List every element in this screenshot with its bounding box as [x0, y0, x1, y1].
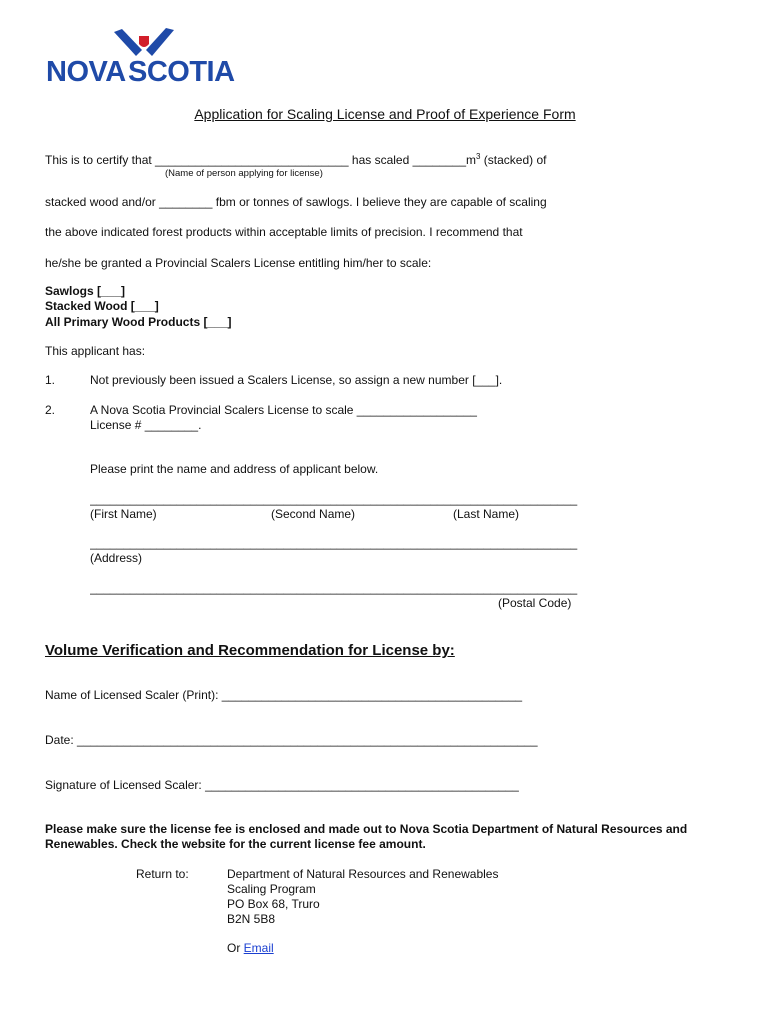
verification-heading: Volume Verification and Recommendation for License by: [45, 642, 455, 659]
signature-line: Signature of Licensed Scaler: _______________________________________________ [45, 778, 519, 792]
logo-word-scotia: SCOTIA [128, 56, 235, 88]
item-2-license: License # ________. [90, 418, 202, 432]
return-to-label: Return to: [136, 867, 189, 881]
product-all-primary: All Primary Wood Products [___] [45, 315, 232, 329]
certify-line-2: stacked wood and/or ________ fbm or tonnes of sawlogs. I believe they are capable of scaling [45, 195, 547, 209]
address-underline: _________________________________________________________________________ [90, 536, 578, 550]
item-1-number: 1. [45, 373, 56, 387]
name-hint: (Name of person applying for license) [165, 168, 323, 179]
logo-word-nova: NOVA [46, 56, 126, 88]
cubic-superscript: 3 [476, 152, 481, 161]
print-instruction: Please print the name and address of applicant below. [90, 462, 379, 476]
certify-line-1 [45, 153, 546, 167]
certify-line-1-end: (stacked) of [480, 153, 547, 167]
name-underline: _________________________________________________________________________ [90, 492, 578, 506]
return-po-box: PO Box 68, Truro [227, 897, 320, 911]
date-line: Date: _____________________________________________________________________ [45, 733, 538, 747]
item-2-number: 2. [45, 403, 56, 417]
postal-code-label: (Postal Code) [498, 596, 572, 610]
notice-line-2: Renewables. Check the website for the current license fee amount. [45, 837, 426, 851]
email-link[interactable]: Email [243, 941, 274, 955]
last-name-label: (Last Name) [453, 507, 520, 521]
nova-scotia-logo [44, 26, 256, 88]
item-2-text: A Nova Scotia Provincial Scalers License to scale __________________ [90, 403, 477, 417]
product-stacked-wood: Stacked Wood [___] [45, 299, 159, 313]
return-program: Scaling Program [227, 882, 316, 896]
return-email-line [227, 941, 274, 955]
form-title: Application for Scaling License and Proof of Experience Form [194, 106, 576, 122]
or-text: Or [227, 941, 244, 955]
product-sawlogs: Sawlogs [___] [45, 284, 126, 298]
applicant-has: This applicant has: [45, 344, 146, 358]
address-label: (Address) [90, 551, 143, 565]
certify-line-1-text: This is to certify that _____________________________ has scaled ________m [45, 153, 476, 167]
nova-scotia-flag-icon [44, 26, 256, 88]
notice-line-1: Please make sure the license fee is enclosed and made out to Nova Scotia Department of Natural Resources and [45, 822, 688, 836]
scaler-name-line: Name of Licensed Scaler (Print): _____________________________________________ [45, 688, 523, 702]
certify-line-3: the above indicated forest products within acceptable limits of precision. I recommend that [45, 225, 523, 239]
item-1-text: Not previously been issued a Scalers License, so assign a new number [___]. [90, 373, 503, 387]
second-name-label: (Second Name) [271, 507, 356, 521]
postal-underline: _________________________________________________________________________ [90, 581, 578, 595]
first-name-label: (First Name) [90, 507, 157, 521]
return-postal-code: B2N 5B8 [227, 912, 276, 926]
certify-line-4: he/she be granted a Provincial Scalers License entitling him/her to scale: [45, 256, 432, 270]
return-department: Department of Natural Resources and Renewables [227, 867, 499, 881]
